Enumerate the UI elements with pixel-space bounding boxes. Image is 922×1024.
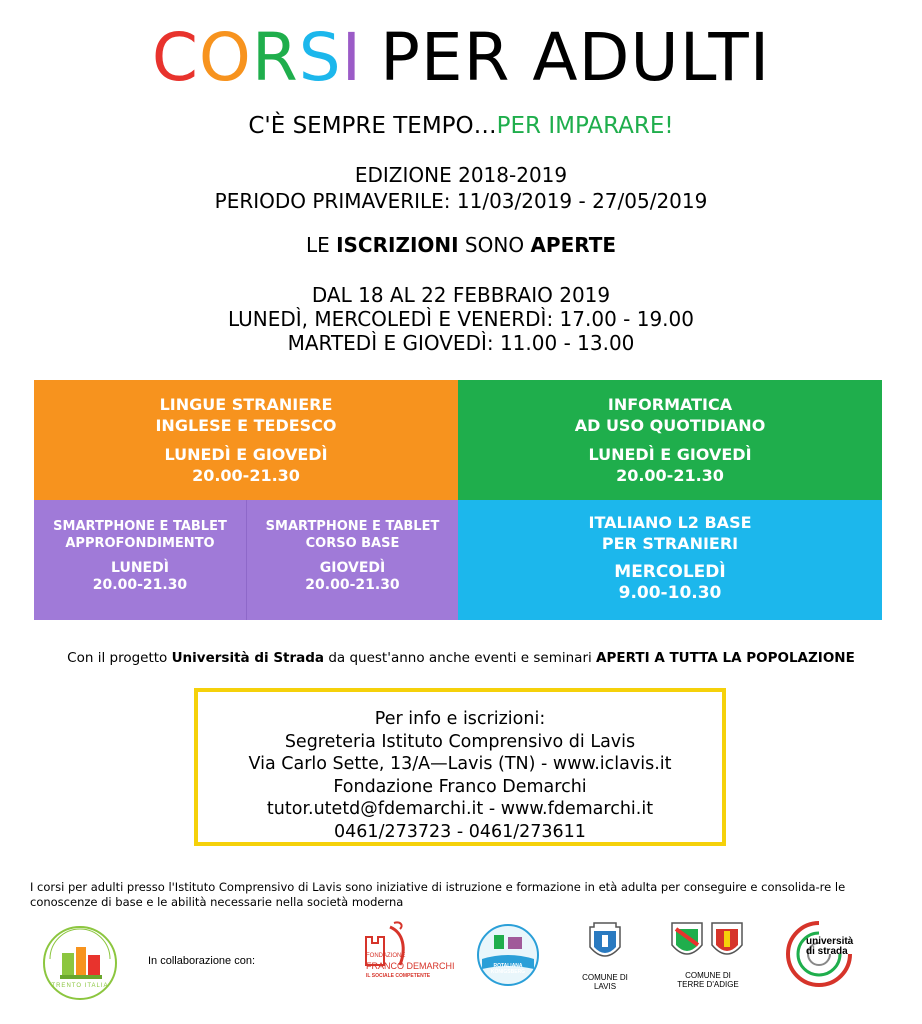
subtitle-accent: PER IMPARARE!: [496, 113, 674, 139]
rotaliana-caption: ROTALIANA KÖNIGSBERG: [490, 963, 526, 975]
course-subtitle: PER STRANIERI: [601, 534, 739, 553]
schedule-line-1: DAL 18 AL 22 FEBBRAIO 2019: [311, 283, 611, 307]
schedule-line-2: LUNEDÌ, MERCOLEDÌ E VENERDÌ: 17.00 - 19.00: [228, 307, 694, 331]
uni-line-2: di strada: [806, 946, 848, 957]
terre-adige-crests-icon: [666, 917, 750, 965]
universita-strada-logo: [784, 919, 854, 989]
edition-line-1: EDIZIONE 2018-2019: [354, 163, 568, 187]
logo-row: [0, 915, 922, 1015]
course-time: 20.00-21.30: [305, 577, 400, 593]
rotaliana-logo: [476, 923, 540, 987]
demarchi-small: FONDAZIONE: [366, 953, 406, 959]
collaboration-label: In collaborazione con:: [148, 955, 256, 967]
registration-pre: LE: [305, 233, 337, 257]
demarchi-name: FRANCO DEMARCHI: [366, 961, 455, 971]
course-time: 20.00-21.30: [92, 577, 188, 593]
comune-terre-adige-logo: [666, 917, 750, 999]
rotaliana-icon: [476, 923, 540, 987]
title-letter-i: I: [341, 19, 363, 96]
info-line: Segreteria Istituto Comprensivo di Lavis: [284, 731, 636, 752]
course-days: MERCOLEDÌ: [614, 562, 726, 582]
project-note: [0, 649, 922, 667]
title-letter-o: O: [198, 19, 252, 96]
page-title: [0, 18, 922, 98]
info-line: Fondazione Franco Demarchi: [333, 776, 587, 797]
comune-lavis-logo: [580, 919, 630, 999]
registration-status: [0, 232, 922, 258]
lavis-crest-icon: [580, 919, 630, 967]
note-mid: da quest'anno anche eventi e seminari: [324, 650, 597, 666]
ic-lavis-logo-icon: [40, 923, 120, 1007]
title-letter-c: C: [151, 19, 199, 96]
info-line: Per info e iscrizioni:: [374, 709, 546, 729]
fondazione-demarchi-logo: [360, 919, 456, 999]
ic-lavis-logo-caption: TRENTO ITALIA: [51, 983, 109, 989]
course-title: LINGUE STRANIERE: [159, 395, 333, 414]
course-title: INFORMATICA: [607, 395, 733, 414]
course-grid: [34, 380, 882, 620]
course-time: 20.00-21.30: [192, 466, 300, 485]
course-days: LUNEDÌ: [111, 560, 169, 576]
title-letter-s: S: [298, 19, 342, 96]
terre-caption-2: TERRE D'ADIGE: [677, 980, 739, 989]
course-computing: [458, 380, 882, 500]
footer-text: I corsi per adulti presso l'Istituto Comprensivo di Lavis sono iniziative di istruzione e formazione in età adulta per conseguire e consolida-re le conoscenze di base e le abilità necessarie nella società moderna: [30, 880, 846, 909]
course-italian: [458, 500, 882, 620]
course-subtitle: AD USO QUOTIDIANO: [574, 416, 766, 435]
course-title: SMARTPHONE E TABLET: [53, 519, 227, 534]
info-box: [194, 688, 726, 846]
edition-line-2: PERIODO PRIMAVERILE: 11/03/2019 - 27/05/2019: [214, 189, 708, 213]
schedule-line-3: MARTEDÌ E GIOVEDÌ: 11.00 - 13.00: [287, 331, 635, 355]
title-rest: PER ADULTI: [380, 19, 771, 96]
registration-bold-1: ISCRIZIONI: [336, 233, 459, 257]
terre-caption-1: COMUNE DI: [685, 971, 731, 980]
course-languages: [34, 380, 458, 500]
course-smartphone-advanced: [34, 500, 246, 620]
course-title: ITALIANO L2 BASE: [588, 513, 752, 532]
subtitle: [0, 112, 922, 140]
course-subtitle: CORSO BASE: [305, 536, 400, 551]
course-days: LUNEDÌ E GIOVEDÌ: [588, 445, 752, 464]
course-days: LUNEDÌ E GIOVEDÌ: [164, 445, 328, 464]
course-time: 9.00-10.30: [618, 583, 722, 603]
registration-bold-2: APERTE: [530, 233, 617, 257]
uni-line-1: università: [806, 936, 854, 947]
ic-lavis-logo: [40, 923, 120, 1007]
lavis-caption: COMUNE DI LAVIS: [582, 973, 628, 991]
demarchi-tag: IL SOCIALE COMPETENTE: [366, 973, 431, 979]
course-days: GIOVEDÌ: [319, 560, 386, 576]
course-subtitle: INGLESE E TEDESCO: [155, 416, 337, 435]
note-bold-2: APERTI A TUTTA LA POPOLAZIONE: [596, 650, 855, 666]
info-line: tutor.utetd@fdemarchi.it - www.fdemarchi.it: [266, 799, 654, 819]
info-line: 0461/273723 - 0461/273611: [334, 821, 586, 842]
info-line: Via Carlo Sette, 13/A—Lavis (TN) - www.iclavis.it: [248, 754, 672, 774]
course-time: 20.00-21.30: [616, 466, 724, 485]
title-letter-r: R: [251, 19, 299, 96]
registration-mid: SONO: [458, 233, 531, 257]
course-title: SMARTPHONE E TABLET: [265, 519, 440, 534]
note-bold-1: Università di Strada: [171, 650, 325, 666]
subtitle-main: C'È SEMPRE TEMPO…: [248, 113, 497, 139]
note-pre: Con il progetto: [67, 650, 172, 666]
course-smartphone-base: [246, 500, 458, 620]
course-subtitle: APPROFONDIMENTO: [65, 536, 215, 551]
